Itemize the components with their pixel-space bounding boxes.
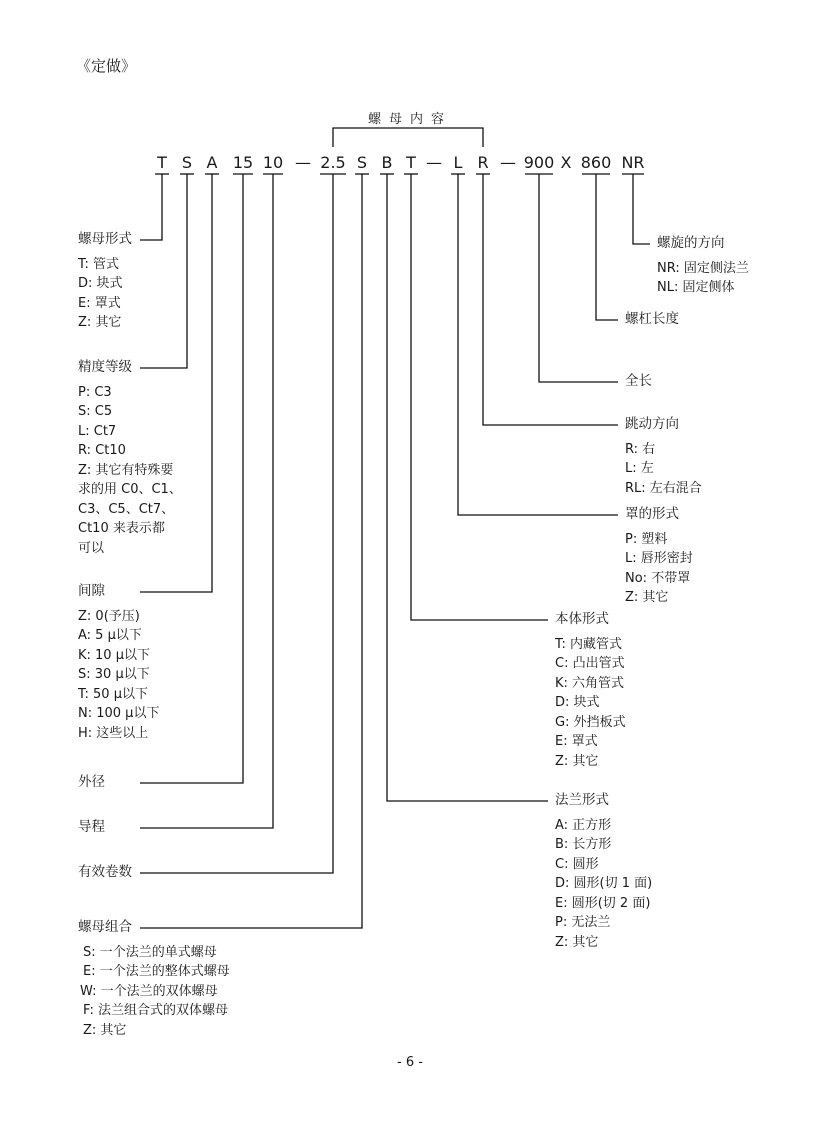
list-item: NL: 固定侧体 (657, 280, 735, 295)
group-title: 螺母组合 (78, 919, 132, 935)
group-title: 螺旋的方向 (657, 235, 725, 251)
page-heading: 《定做》 (76, 57, 137, 75)
group-thread-direction (657, 234, 749, 298)
list-item: E: 罩式 (78, 295, 121, 311)
list-item: Z: 其它有特殊要 (78, 462, 174, 478)
group-flange-form (555, 791, 652, 952)
list-item: 可以 (78, 540, 105, 556)
list-item: K: 10 μ以下 (78, 647, 150, 663)
nut-contents-bracket (333, 128, 483, 147)
list-item: S: C5 (78, 404, 113, 419)
list-item: L: 唇形密封 (625, 551, 693, 566)
list-item: D: 圆形(切 1 面) (555, 876, 653, 891)
list-item: H: 这些以上 (78, 725, 149, 741)
list-item: R: 右 (625, 441, 656, 457)
group-title: 本体形式 (555, 611, 609, 627)
list-item: A: 正方形 (555, 817, 612, 833)
list-item: W: 一个法兰的双体螺母 (80, 983, 218, 999)
group-title: 螺母形式 (78, 231, 132, 247)
list-item: K: 六角管式 (555, 675, 625, 691)
code-part-15: 15 (232, 153, 254, 172)
code-part-t2: T (406, 153, 416, 172)
code-part-s: S (181, 153, 193, 172)
code-part-t: T (157, 153, 167, 172)
group-title: 间隙 (78, 583, 105, 599)
code-part-l: L (453, 153, 463, 172)
list-item: F: 法兰组合式的双体螺母 (83, 1003, 228, 1018)
list-item: Z: 0(予压) (78, 608, 140, 624)
group-clearance (78, 582, 159, 743)
list-item: G: 外挡板式 (555, 714, 626, 730)
list-item: C: 凸出管式 (555, 656, 625, 671)
connector-accuracy (140, 174, 187, 368)
code-part-s2: S (356, 153, 368, 172)
connector-circulation (483, 174, 618, 425)
group-outer-diameter (78, 773, 105, 798)
group-title: 导程 (78, 819, 105, 835)
page-number: - 6 - (397, 1055, 423, 1070)
code-part-b: B (381, 153, 393, 172)
list-item: Z: 其它 (555, 934, 599, 950)
list-item: L: Ct7 (78, 423, 117, 439)
list-item: Z: 其它 (78, 315, 122, 330)
list-item: N: 100 μ以下 (78, 706, 160, 721)
group-title: 跳动方向 (625, 416, 679, 432)
connector-screw-length (596, 174, 618, 320)
list-item: T: 管式 (78, 256, 120, 272)
group-total-length (625, 372, 652, 397)
group-title: 罩的形式 (625, 506, 679, 522)
group-nut-form (78, 230, 132, 333)
list-item: D: 块式 (555, 695, 600, 710)
list-item: 求的用 C0、C1、 (78, 482, 182, 497)
group-title: 精度等级 (78, 359, 132, 375)
group-nut-combination (78, 918, 230, 1040)
list-item: Z: 其它 (625, 590, 669, 605)
connector-total-length (539, 174, 618, 382)
list-item: T: 50 μ以下 (78, 686, 148, 702)
list-item: P: 无法兰 (555, 915, 611, 930)
group-accuracy-grade (78, 358, 182, 558)
group-title: 法兰形式 (555, 792, 609, 808)
list-item: P: C3 (78, 384, 112, 400)
code-part-x: X (560, 153, 572, 172)
code-part-a: A (206, 153, 218, 172)
list-item: B: 长方形 (555, 837, 612, 852)
connector-body-form (411, 174, 548, 620)
group-effective-turns (78, 863, 132, 888)
list-item: No: 不带罩 (625, 570, 691, 586)
list-item: L: 左 (625, 461, 654, 476)
code-dash-3: — (500, 153, 516, 172)
list-item: Ct10 来表示都 (78, 521, 165, 536)
list-item: Z: 其它 (555, 753, 599, 769)
group-title: 螺杠长度 (625, 311, 679, 327)
code-part-r: R (477, 153, 489, 172)
code-dash-2: — (426, 153, 442, 172)
code-part-860: 860 (580, 153, 612, 172)
list-item: E: 圆形(切 2 面) (555, 895, 651, 911)
connector-thread-direction (633, 174, 650, 244)
connector-cover-form (458, 174, 618, 515)
list-item: C3、C5、Ct7、 (78, 501, 175, 517)
list-item: S: 一个法兰的单式螺母 (83, 944, 217, 960)
list-item: D: 块式 (78, 276, 123, 291)
group-circulation-direction (625, 415, 702, 498)
list-item: R: Ct10 (78, 443, 126, 458)
list-item: C: 圆形 (555, 856, 599, 872)
list-item: RL: 左右混合 (625, 480, 702, 496)
group-title: 全长 (625, 373, 652, 389)
list-item: S: 30 μ以下 (78, 667, 150, 682)
nut-contents-label: 螺母内容 (368, 112, 453, 127)
group-body-form (555, 610, 626, 771)
list-item: E: 罩式 (555, 734, 598, 749)
code-part-2-5: 2.5 (320, 153, 346, 172)
list-item: P: 塑料 (625, 531, 668, 547)
code-part-900: 900 (523, 153, 555, 172)
group-title: 外径 (78, 774, 105, 790)
list-item: NR: 固定侧法兰 (657, 260, 749, 276)
group-screw-length (625, 310, 679, 335)
group-cover-form (625, 505, 693, 608)
code-dash-1: — (295, 153, 311, 172)
connector-nut-form (140, 174, 162, 240)
list-item: E: 一个法兰的整体式螺母 (83, 964, 230, 979)
list-item: Z: 其它 (83, 1022, 127, 1038)
group-title: 有效卷数 (78, 864, 132, 880)
list-item: A: 5 μ以下 (78, 628, 142, 643)
code-part-10: 10 (262, 153, 284, 172)
group-lead (78, 818, 105, 843)
list-item: T: 内藏管式 (555, 636, 623, 652)
code-part-nr: NR (621, 153, 645, 172)
